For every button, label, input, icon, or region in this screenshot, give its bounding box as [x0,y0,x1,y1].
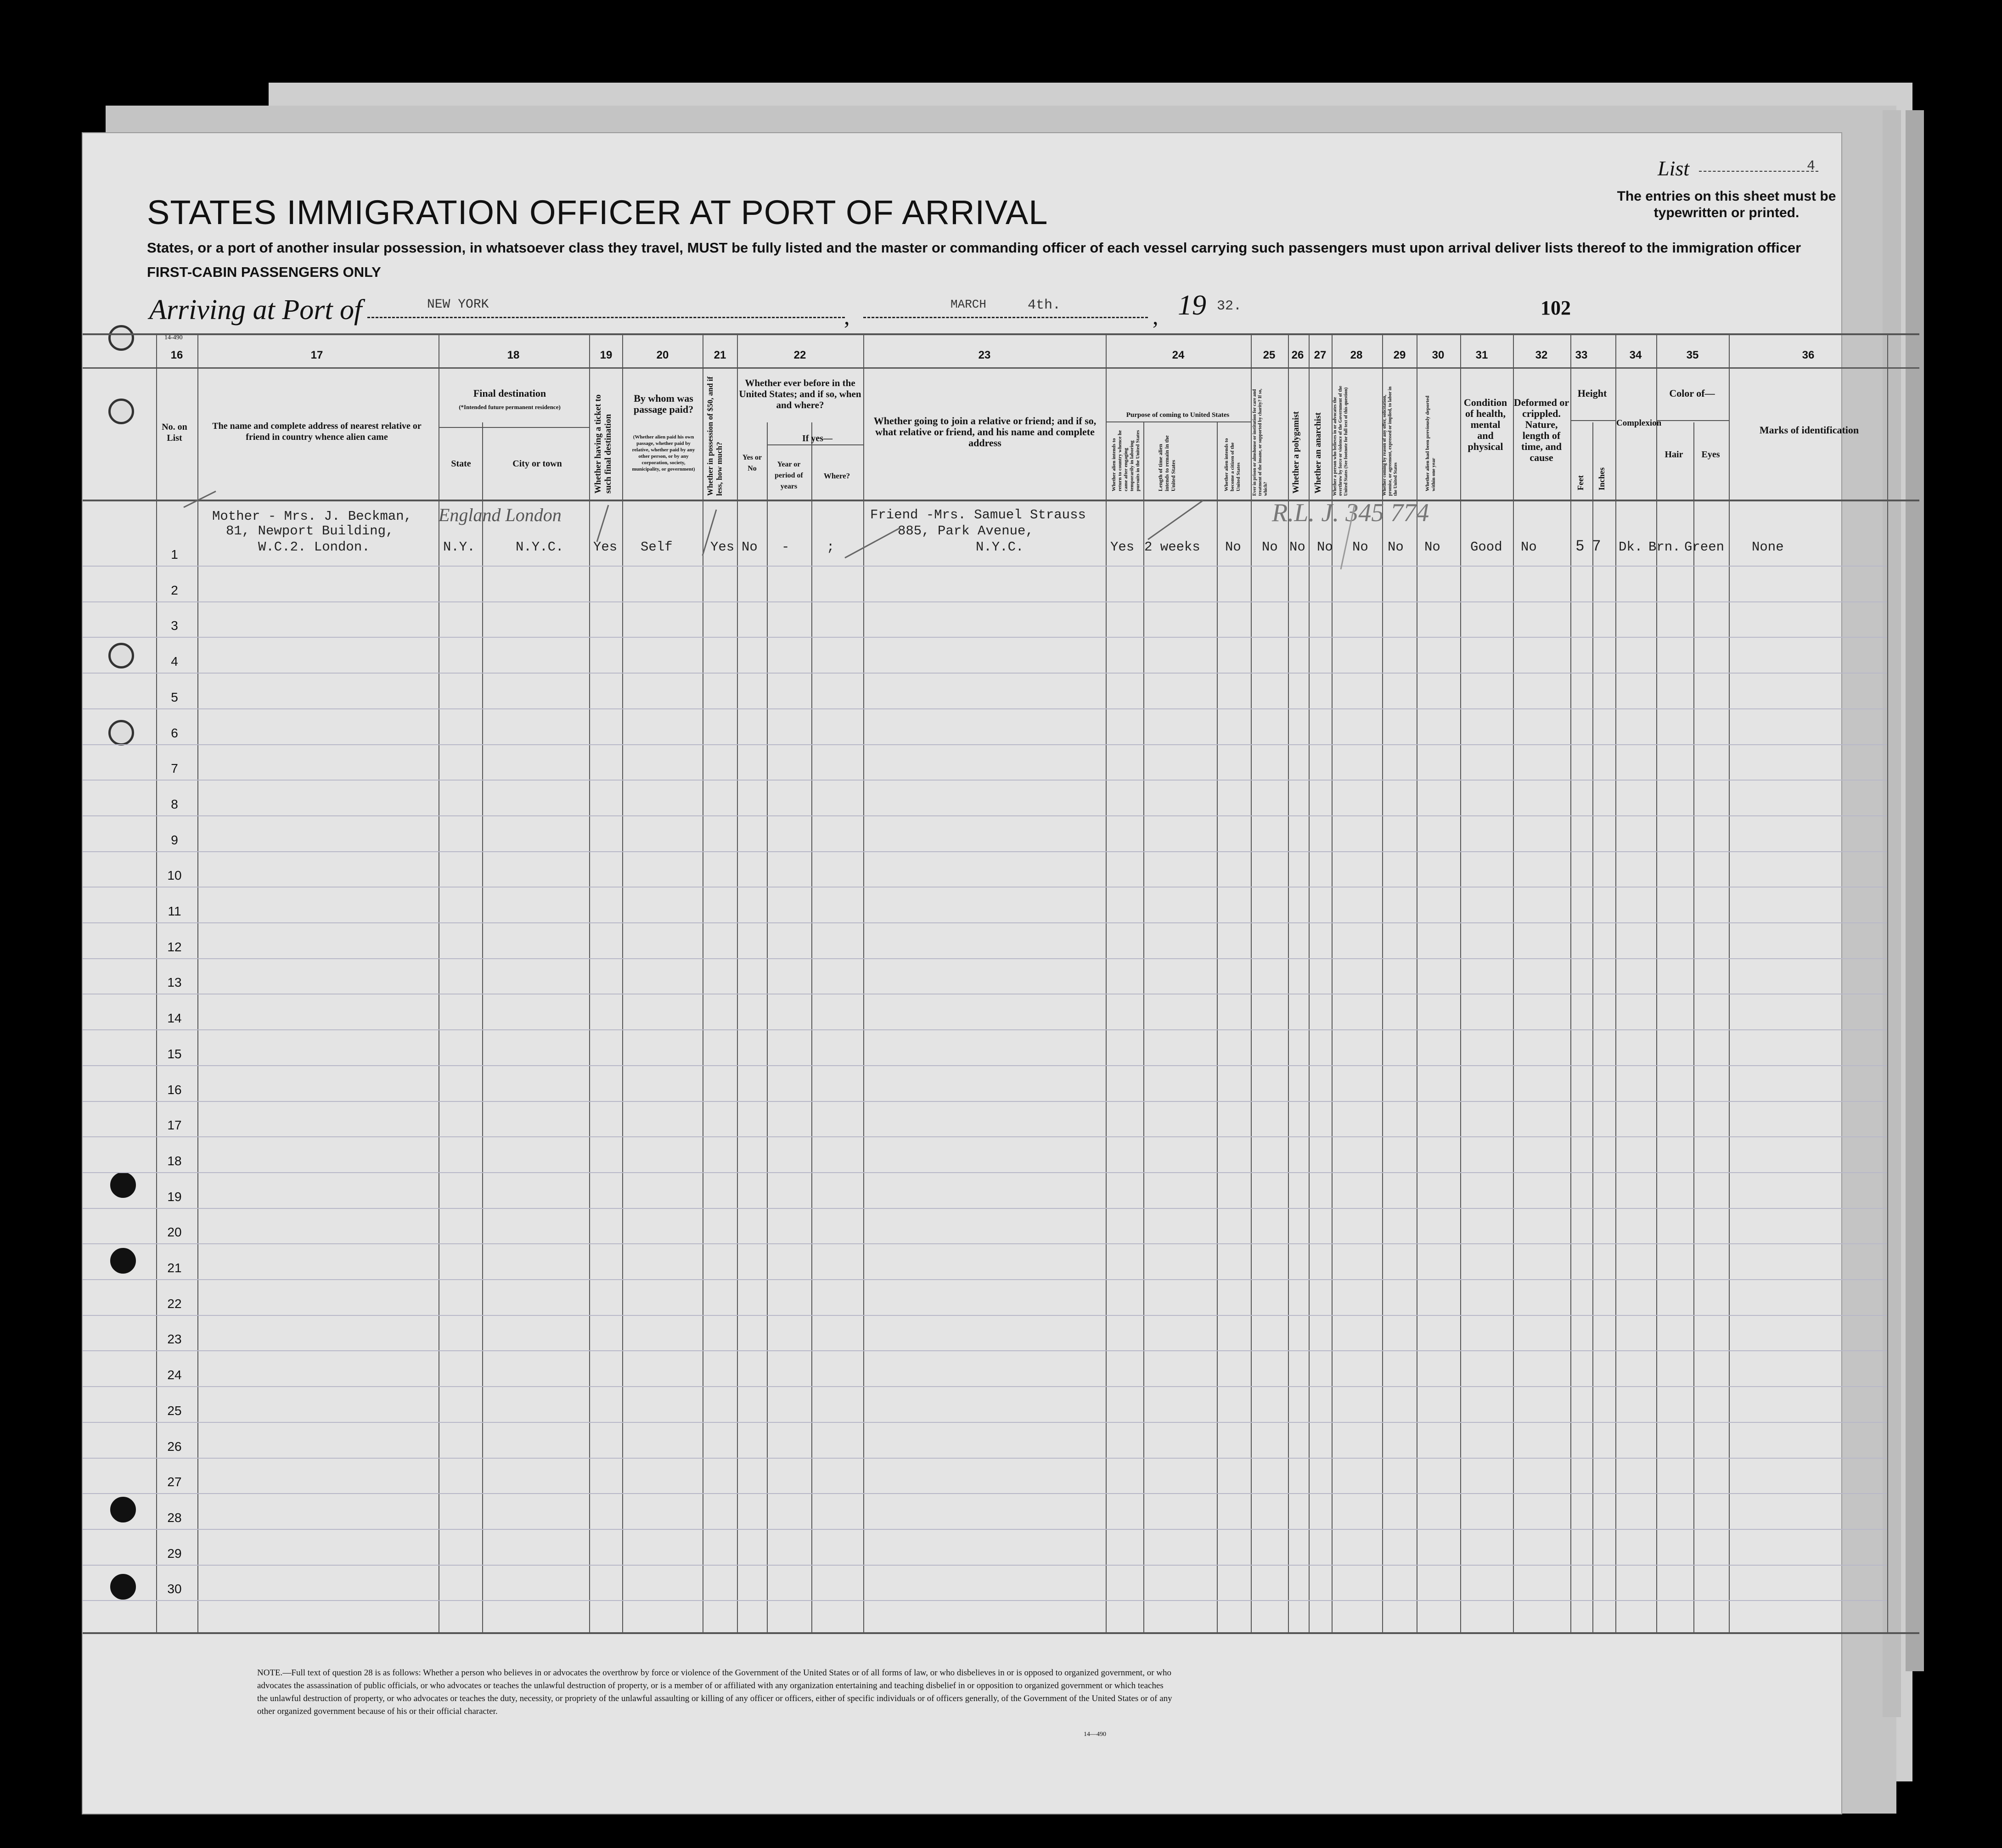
col34-header: Complexion [1616,418,1662,428]
row-number: 2 [171,583,178,597]
row-rule [83,601,1887,602]
column-number: 25 [1263,349,1276,361]
row-number: 17 [167,1118,182,1133]
relative-address-line1: Mother - Mrs. J. Beckman, [212,509,412,524]
intends-return: Yes [1110,539,1135,555]
before-in-us: No [742,539,758,555]
tick-mark [845,528,900,558]
row-rule [83,1600,1887,1601]
comma: , [1153,303,1158,329]
column-number: 20 [656,349,669,361]
row-rule [83,1208,1887,1209]
column-number: 19 [600,349,613,361]
typewritten-note: The entries on this sheet must be typewritten or printed. [1617,189,1836,220]
destination-city: N.Y.C. [516,539,564,555]
row-number: 30 [167,1582,182,1596]
question-29: No [1388,539,1404,555]
row-rule [83,1101,1887,1102]
col22-where: Where? [823,472,850,480]
column-number: 31 [1475,349,1488,361]
identification-marks: None [1752,539,1784,555]
row-number: 18 [167,1153,182,1168]
col33-header: Height [1577,388,1607,399]
column-divider [811,422,812,1632]
has-ticket: Yes [593,539,618,555]
col20-subheader: (Whether alien paid his own passage, whether paid by relative, whether paid by any other person, or by any corporation, society, municipality, or government) [632,434,695,472]
list-number: 4 [1807,158,1816,174]
row-number: 9 [171,832,178,847]
row-number: 25 [167,1403,182,1418]
row-number: 16 [167,1082,182,1097]
col25-header: Ever in prison or almshouse or institution for care and treatment of the insane, or supported by charity? If so, which? [1252,388,1268,496]
polygamist: No [1289,539,1305,555]
row-rule [83,851,1887,852]
handwritten-destination: England London [439,505,562,525]
row-number: 26 [167,1439,182,1454]
col24-header: Purpose of coming to United States [1126,411,1230,419]
column-number: 22 [793,349,806,361]
row-number: 29 [167,1546,182,1561]
row-rule [83,1065,1887,1066]
column-number: 21 [714,349,726,361]
col17-header: The name and complete address of nearest relative or friend in country whence alien came [212,421,422,442]
column-divider [1143,422,1144,1632]
row-rule [83,1243,1887,1244]
col18-state: State [451,459,471,469]
row-rule [83,673,1887,674]
question-28: No [1352,539,1368,555]
year-suffix: 32. [1217,298,1242,314]
row-rule [83,958,1887,959]
column-divider [767,422,768,1632]
row-rule [83,1136,1887,1137]
row-number: 14 [167,1011,182,1026]
column-divider [1693,422,1694,1632]
binding-hole [110,1248,136,1274]
col31-header: Condition of health, mental and physical [1463,397,1507,452]
col33-feet: Feet [1576,475,1585,490]
tick-mark [703,510,716,556]
row-rule [83,1172,1887,1173]
intends-citizen: No [1225,539,1241,555]
column-number: 18 [507,349,520,361]
col35-hair: Hair [1665,449,1683,460]
row-rule [83,1458,1887,1459]
binding-hole [108,720,134,746]
has-50-dollars: Yes [710,539,735,555]
binding-hole [110,1172,136,1198]
complexion: Dk. [1619,539,1643,555]
row-number: 22 [167,1296,182,1311]
passage-paid-by: Self [641,539,673,555]
col30-header: Whether alien had been previously deported within one year [1425,395,1436,491]
column-number: 28 [1350,349,1363,361]
row-number: 28 [167,1510,182,1525]
col35-eyes: Eyes [1701,449,1720,460]
relative-address-line2: 81, Newport Building, [226,523,394,539]
row-rule [83,1565,1887,1566]
year-prefix: 19 [1178,290,1206,321]
handwritten-annotation: R.L. J. 345 774 [1272,499,1429,527]
row-number: 15 [167,1046,182,1061]
relative-address-line3: W.C.2. London. [258,539,370,555]
col24b-header: Length of time alien intends to remain in the United States [1157,435,1176,491]
col18-city: City or town [512,459,562,469]
col22-yesno: Yes or No [742,454,762,472]
row-rule [83,780,1887,781]
binding-hole [108,643,134,668]
col24c-header: Whether alien intends to become a citizen of the United States [1224,438,1241,491]
row-rule [83,1493,1887,1494]
column-number: 23 [978,349,991,361]
previously-deported: No [1424,539,1440,555]
col16-header: No. on List [162,422,187,443]
row-number: 21 [167,1261,182,1275]
col21-header: Whether in possession of $50, and if less, how much? [706,376,724,496]
row-number: 7 [171,761,178,776]
row-number: 20 [167,1225,182,1240]
col18-subheader: (*Intended future permanent residence) [459,404,561,410]
column-number: 33 [1575,349,1588,361]
footer-form-code: 14—490 [1084,1731,1106,1738]
row-number: 3 [171,618,178,633]
col19-header: Whether having a ticket to such final destination [593,394,613,494]
row-number: 24 [167,1368,182,1382]
column-number: 26 [1291,349,1304,361]
col27-header: Whether an anarchist [1313,412,1323,494]
col22-header: Whether ever before in the United States; and if so, when and where? [739,377,861,410]
form-code: 14-490 [164,334,183,341]
row-rule [83,922,1887,923]
row-rule [83,1279,1887,1280]
check-marks [0,0,2002,597]
form-subtitle: States, or a port of another insular possession, in whatsoever class they travel, MUST be fully listed and the master or commanding officer of each vessel carrying such passengers must upon arrival deliver lists thereof to the immigration officer [147,240,1801,256]
port-value: NEW YORK [427,298,489,312]
binding-hole [110,1497,136,1522]
column-divider [482,422,483,1632]
list-label: List [1658,157,1690,180]
column-divider [1592,422,1593,1632]
row-rule [83,744,1887,745]
row-number: 13 [167,975,182,990]
col36-header: Marks of identification [1759,424,1859,436]
row-number: 23 [167,1332,182,1347]
eye-color: Green [1684,539,1725,555]
column-divider [1217,422,1218,1632]
row-number: 1 [171,547,178,562]
row-number: 11 [168,904,181,918]
col35-header: Color of— [1669,388,1715,399]
row-rule [83,1350,1887,1351]
col32-header: Deformed or crippled. Nature, length of time, and cause [1513,397,1569,463]
column-number: 30 [1432,349,1445,361]
table-bottom-rule [83,1632,1919,1634]
row-rule [83,1029,1887,1030]
page-number: 102 [1541,297,1571,319]
row-rule [83,815,1887,816]
row-number: 4 [171,654,178,669]
column-number: 36 [1802,349,1815,361]
row-number: 6 [171,725,178,740]
arriving-label: Arriving at Port of [149,294,362,326]
row-rule [83,1386,1887,1387]
col23-header: Whether going to join a relative or friend; and if so, what relative or friend, and his name and complete address [873,415,1097,449]
anarchist: No [1317,539,1333,555]
column-number: 32 [1535,349,1548,361]
length-of-stay: 2 weeks [1144,539,1200,555]
period-of-years: - [782,539,790,555]
prison-almshouse: No [1262,539,1278,555]
join-friend-line1: Friend -Mrs. Samuel Strauss [870,507,1086,522]
col29-header: Whether coming by reason of any offer, solicitation, promise, or agreement, expressed or implied, to labor in the United States [1382,386,1398,496]
hair-color: Brn. [1648,539,1681,555]
col33-inches: Inches [1597,467,1606,490]
col18-header: Final destination [473,388,546,399]
col26-header: Whether a polygamist [1291,411,1301,494]
join-friend-line2: 885, Park Avenue, [898,523,1034,539]
row-rule [83,1529,1887,1530]
column-number: 24 [1172,349,1185,361]
row-number: 27 [167,1475,182,1489]
form-title: STATES IMMIGRATION OFFICER AT PORT OF ARRIVAL [147,193,1048,231]
column-number: 17 [310,349,323,361]
column-number: 34 [1629,349,1642,361]
col22-period: Year or period of years [775,461,803,490]
tick-mark [184,491,216,507]
where-before: ; [827,539,835,555]
row-number: 12 [167,939,182,954]
height-feet: 5 [1576,537,1584,554]
destination-state: N.Y. [443,539,475,555]
health-condition: Good [1470,539,1502,555]
row-rule [83,1422,1887,1423]
row-rule [83,637,1887,638]
col24a-header: Whether alien intends to return to country whence he came after engaging temporarily in laboring pursuits in the United States [1111,430,1141,491]
row-rule [83,708,1887,709]
deformed: No [1521,539,1537,555]
class-line: FIRST-CABIN PASSENGERS ONLY [147,264,381,280]
column-number: 27 [1314,349,1327,361]
tick-mark [1148,500,1203,539]
row-number: 8 [171,797,178,811]
column-number: 29 [1393,349,1406,361]
height-inches: 7 [1592,537,1601,554]
binding-hole [110,1574,136,1600]
row-number: 19 [167,1189,182,1204]
month-value: MARCH [950,298,987,311]
col22-ifyes: If yes— [802,433,833,444]
row-number: 5 [171,690,178,704]
tick-mark [597,505,608,542]
comma: , [844,303,850,329]
column-number: 16 [170,349,183,361]
footnote: NOTE.—Full text of question 28 is as follows: Whether a person who believes in or advocates the overthrow by force or violence of the Government of the United States or of all forms of law, or who disbelieves in or is opposed to organized government, or who advocates the assassination of public officials, or who advocates or teaches the unlawful destruction of property, or is a member of or affiliated with any organization entertaining and teaching disbelief in or opposition to organized government or which teaches the unlawful destruction of property, or who advocates or teaches the duty, necessity, or propriety of the unlawful assaulting or killing of any officer or officers, either of specific individuals or of officers generally, of the Government of the United States or of any other organized government because of his or their official character. [257,1668,1172,1716]
join-friend-line3: N.Y.C. [976,539,1024,555]
col28-header: Whether a person who believes in or advocates the overthrow by force or violence of the Government of the United States (See footnote for full text of this question) [1333,386,1349,496]
row-number: 10 [167,868,182,883]
day-value: 4th. [1028,298,1061,313]
col20-header: By whom was passage paid? [633,393,694,415]
handwritten-stroke [1341,505,1355,569]
column-number: 35 [1686,349,1699,361]
row-rule [83,1315,1887,1316]
